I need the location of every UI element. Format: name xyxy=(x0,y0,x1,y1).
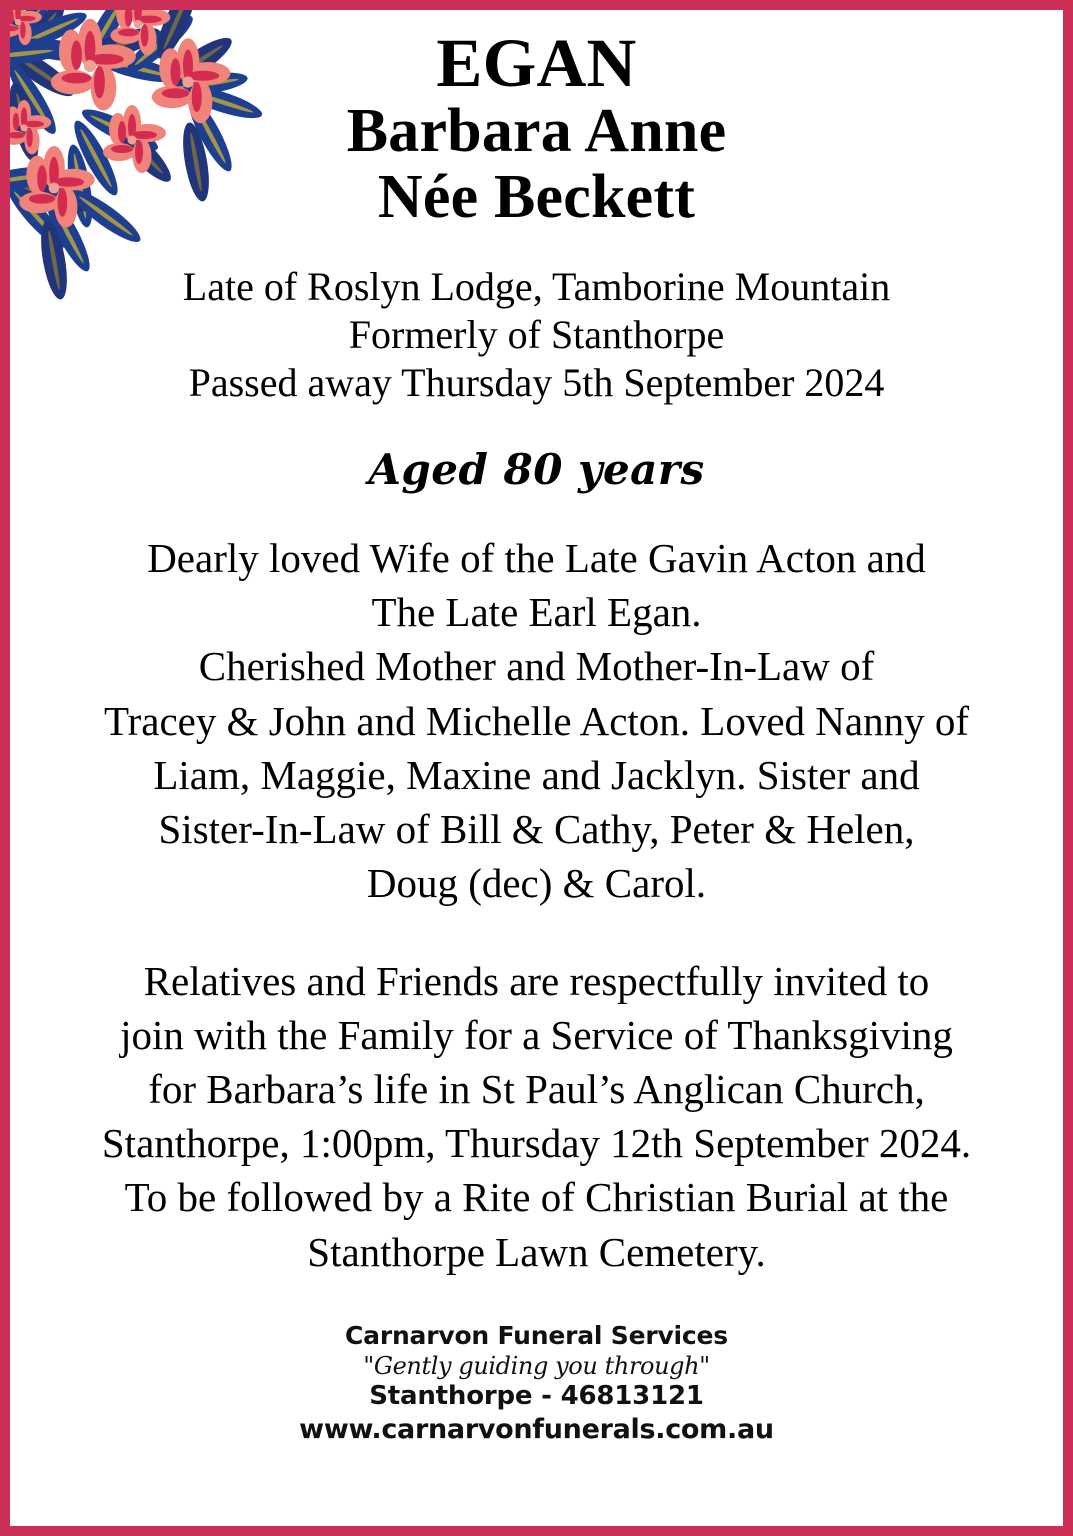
family-line: Liam, Maggie, Maxine and Jacklyn. Sister and xyxy=(153,751,920,798)
maiden-name: Née Beckett xyxy=(377,162,696,231)
family-line: Dearly loved Wife of the Late Gavin Acton and xyxy=(147,535,926,582)
family-line: Cherished Mother and Mother-In-Law of xyxy=(198,643,875,690)
family-line: Sister-In-Law of Bill & Cathy, Peter & Helen, xyxy=(158,805,915,852)
provider-name: Carnarvon Funeral Services xyxy=(345,1320,728,1350)
provider-website[interactable]: www.carnarvonfunerals.com.au xyxy=(299,1413,774,1445)
service-line: To be followed by a Rite of Christian Burial at the xyxy=(124,1174,949,1221)
service-line: Stanthorpe Lawn Cemetery. xyxy=(307,1228,766,1275)
family-line: Tracey & John and Michelle Acton. Loved Nanny of xyxy=(103,697,969,744)
given-names: Barbara Anne xyxy=(346,97,727,166)
age-line: Aged 80 years xyxy=(368,444,705,494)
family-line: Doug (dec) & Carol. xyxy=(366,859,707,906)
residence-line: Passed away Thursday 5th September 2024 xyxy=(188,359,885,405)
residence-block xyxy=(36,263,1037,407)
funeral-provider-footer xyxy=(36,1321,1037,1445)
surname: EGAN xyxy=(436,25,637,101)
provider-contact: Stanthorpe - 46813121 xyxy=(369,1380,704,1411)
residence-line: Formerly of Stanthorpe xyxy=(348,311,725,357)
service-line: join with the Family for a Service of Thanksgiving xyxy=(120,1012,953,1059)
deceased-headline xyxy=(36,25,1037,231)
residence-line: Late of Roslyn Lodge, Tamborine Mountain xyxy=(182,263,891,309)
family-block xyxy=(36,531,1037,910)
family-line: The Late Earl Egan. xyxy=(371,589,702,636)
service-line: Stanthorpe, 1:00pm, Thursday 12th September 2024. xyxy=(101,1120,972,1167)
service-line: for Barbara’s life in St Paul’s Anglican Church, xyxy=(148,1066,925,1113)
notice-content xyxy=(10,10,1063,1445)
provider-tagline: "Gently guiding you through" xyxy=(363,1351,710,1380)
service-line: Relatives and Friends are respectfully invited to xyxy=(143,958,930,1004)
service-details-block xyxy=(36,954,1037,1279)
